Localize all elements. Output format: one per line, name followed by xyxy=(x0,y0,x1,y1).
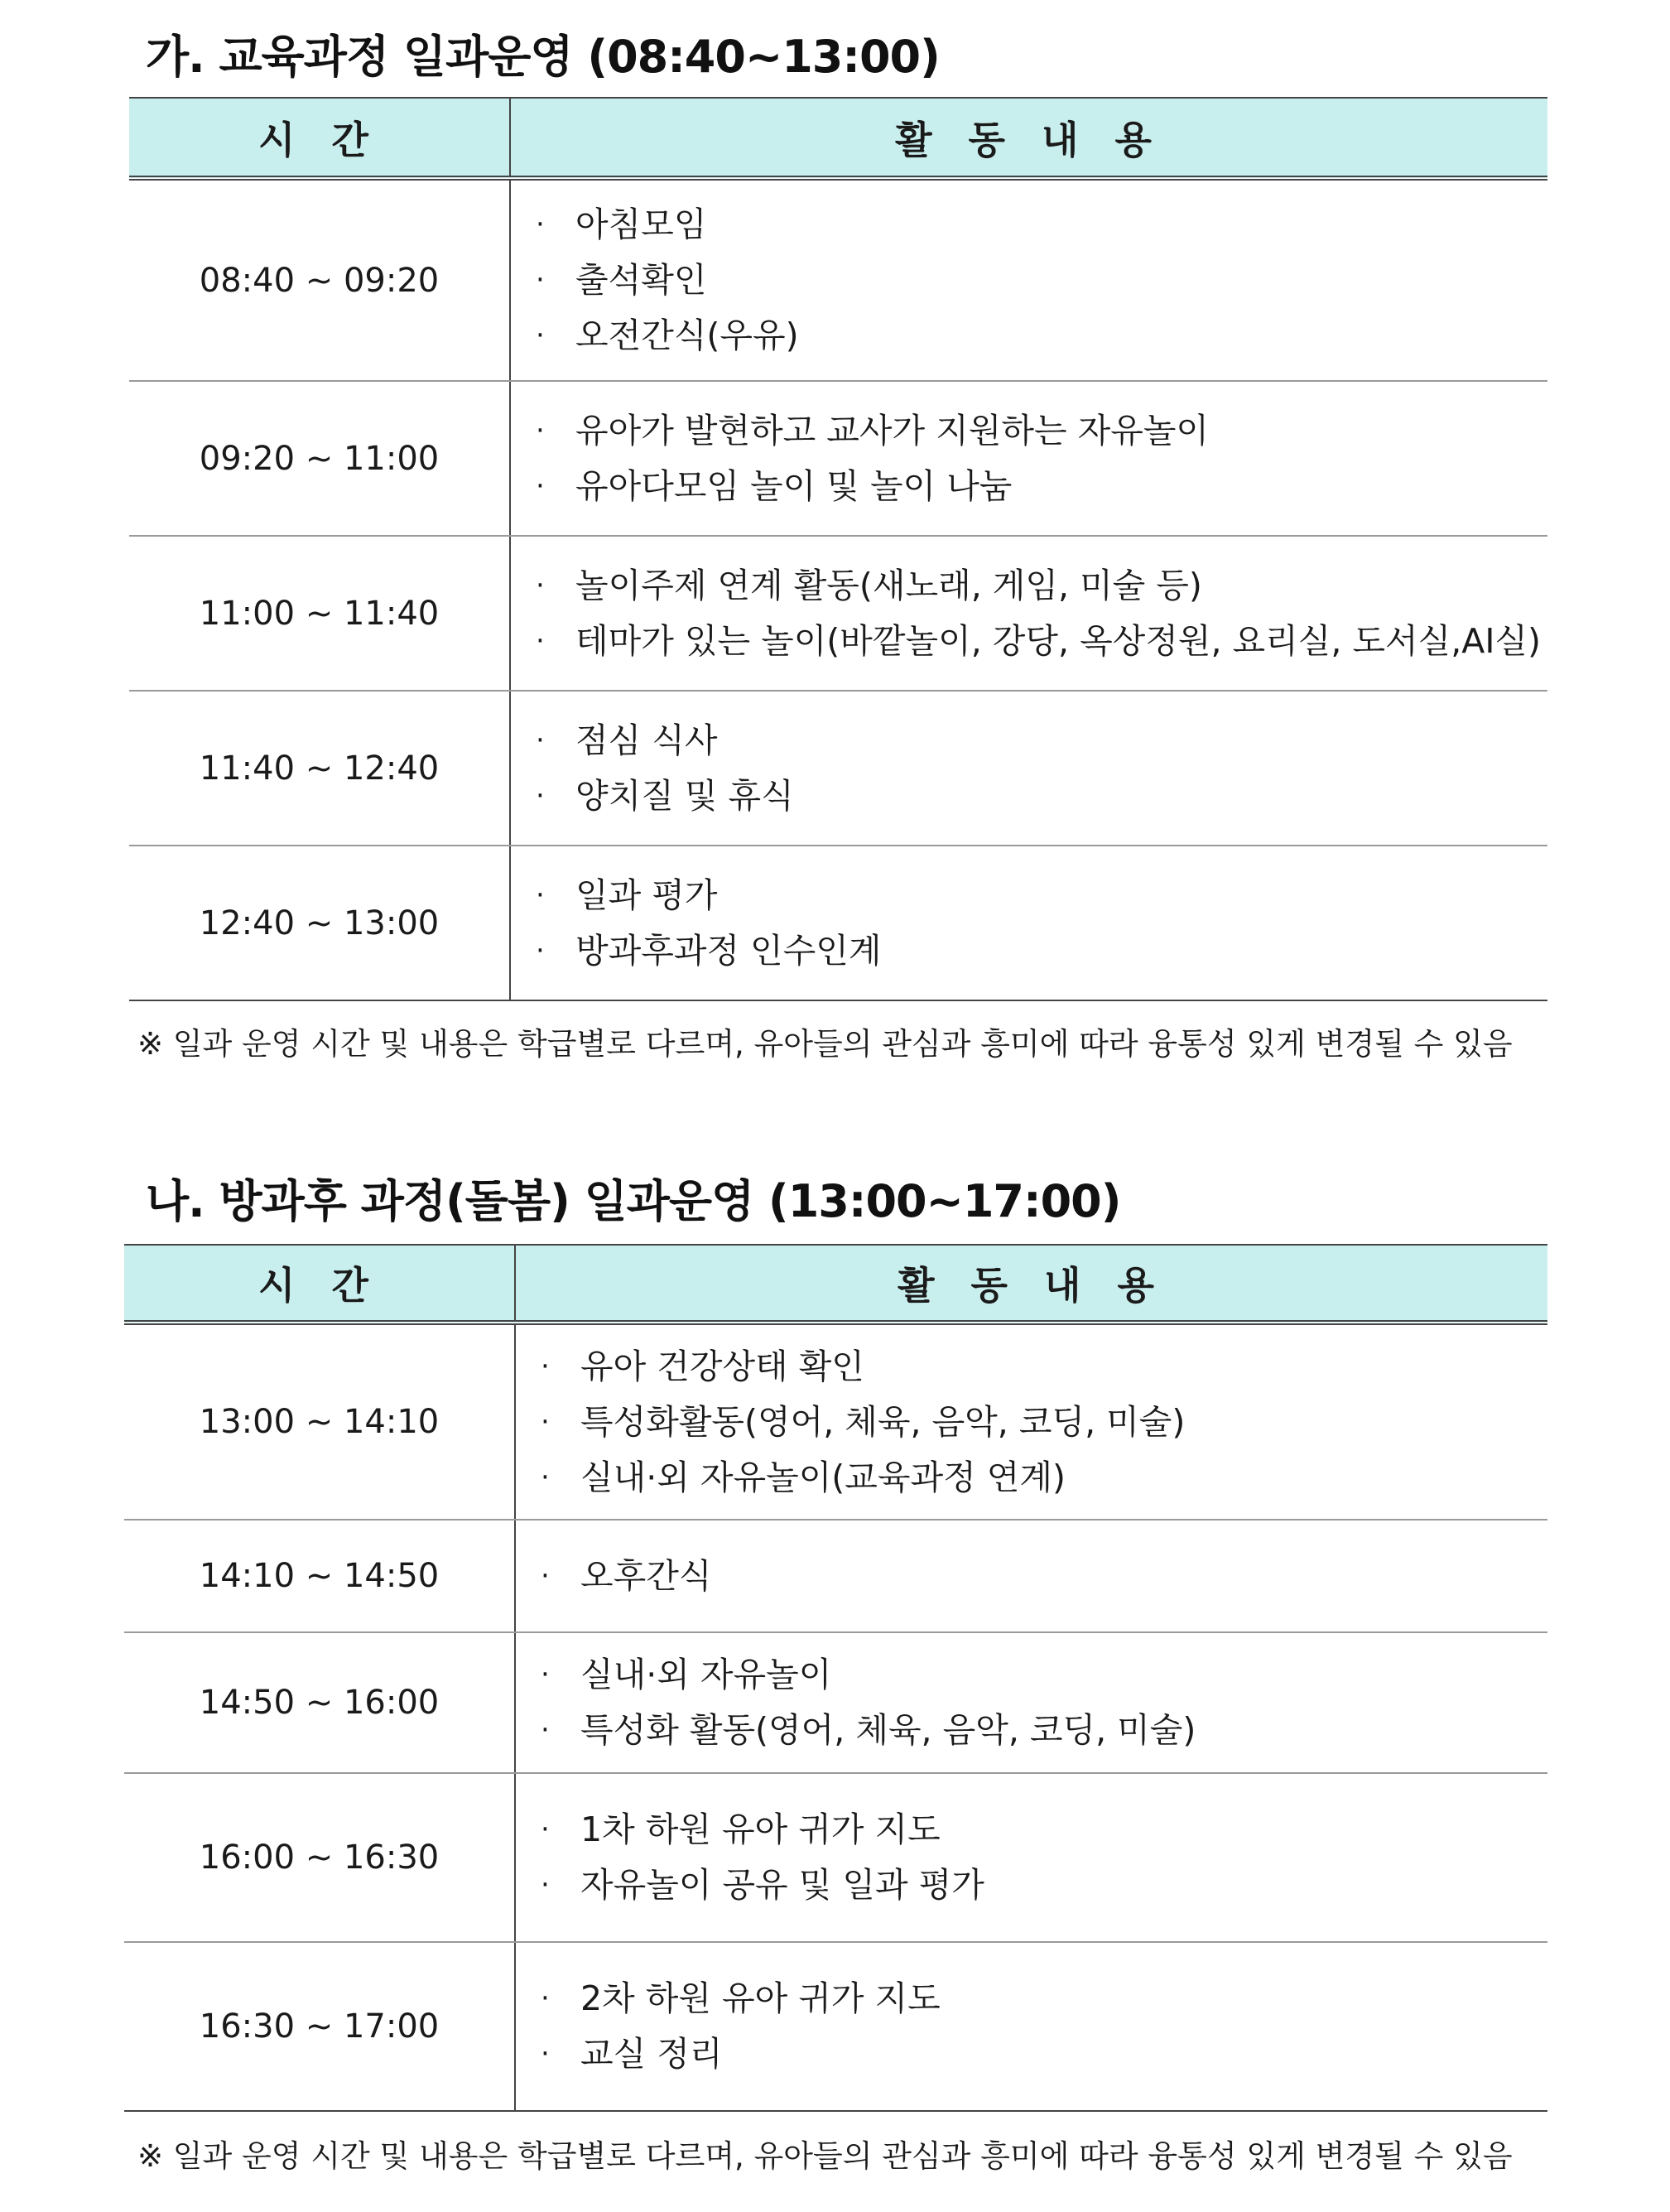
bullet-icon: · xyxy=(541,1349,550,1383)
activity-item xyxy=(541,1450,1547,1506)
activity-item xyxy=(541,1339,1547,1395)
activity-item xyxy=(536,308,1547,364)
activity-item xyxy=(536,923,1547,979)
activity-text: 출석확인 xyxy=(575,260,707,300)
activity-text: 1차 하원 유아 귀가 지도 xyxy=(580,1810,941,1849)
table-row xyxy=(124,1323,1547,1520)
header-activity: 활 동 내 용 xyxy=(515,1245,1547,1323)
activity-text: 오전간식(우유) xyxy=(575,316,799,355)
time-cell: 16:30 ~ 17:00 xyxy=(124,1942,515,2111)
activity-text: 특성화활동(영어, 체육, 음악, 코딩, 미술) xyxy=(580,1401,1186,1442)
activity-text: 교실 정리 xyxy=(580,2034,723,2074)
time-cell: 09:20 ~ 11:00 xyxy=(129,381,510,536)
activity-item xyxy=(541,1549,1547,1604)
table-row xyxy=(129,691,1547,846)
activity-text: 아침모임 xyxy=(575,205,707,244)
table-header-row xyxy=(129,98,1547,178)
bullet-icon: · xyxy=(536,263,545,296)
activity-cell xyxy=(510,536,1547,691)
time-cell: 12:40 ~ 13:00 xyxy=(129,846,510,1000)
activity-text: 특성화 활동(영어, 체육, 음악, 코딩, 미술) xyxy=(580,1710,1196,1750)
activity-item xyxy=(541,1703,1547,1758)
activity-text: 실내·외 자유놀이(교육과정 연계) xyxy=(580,1457,1066,1497)
activity-cell xyxy=(515,1520,1547,1632)
activity-item xyxy=(541,1858,1547,1913)
activity-item xyxy=(536,769,1547,824)
time-cell: 08:40 ~ 09:20 xyxy=(129,178,510,381)
schedule-table-b xyxy=(124,1244,1547,2112)
bullet-icon: · xyxy=(541,1713,550,1747)
activity-text: 놀이주제 연계 활동(새노래, 게임, 미술 등) xyxy=(575,565,1202,605)
activity-cell xyxy=(515,1942,1547,2111)
activity-item xyxy=(541,1971,1547,2026)
activity-cell xyxy=(515,1632,1547,1773)
time-cell: 14:10 ~ 14:50 xyxy=(124,1520,515,1632)
activity-text: 양치질 및 휴식 xyxy=(575,775,794,816)
bullet-icon: · xyxy=(541,2037,550,2070)
activity-item xyxy=(536,459,1547,514)
table-row xyxy=(129,536,1547,691)
activity-item xyxy=(536,558,1547,614)
activity-text: 방과후과정 인수인계 xyxy=(575,930,882,971)
table-row xyxy=(124,1632,1547,1773)
table-row xyxy=(129,846,1547,1000)
header-time: 시 간 xyxy=(124,1245,515,1323)
table-row xyxy=(124,1773,1547,1942)
activity-text: 실내·외 자유놀이 xyxy=(580,1655,832,1694)
bullet-icon: · xyxy=(541,1982,550,2015)
time-cell: 11:40 ~ 12:40 xyxy=(129,691,510,846)
activity-cell xyxy=(510,846,1547,1000)
activity-cell xyxy=(510,178,1547,381)
table-row xyxy=(129,381,1547,536)
activity-item xyxy=(536,614,1547,669)
bullet-icon: · xyxy=(536,723,545,757)
activity-item xyxy=(536,403,1547,459)
time-cell: 11:00 ~ 11:40 xyxy=(129,536,510,691)
activity-text: 점심 식사 xyxy=(575,720,718,760)
bullet-icon: · xyxy=(536,878,545,912)
activity-text: 유아다모임 놀이 및 놀이 나눔 xyxy=(575,465,1013,506)
bullet-icon: · xyxy=(536,933,545,967)
schedule-table-a xyxy=(129,97,1547,1001)
bullet-icon: · xyxy=(536,624,545,658)
bullet-icon: · xyxy=(536,208,545,241)
activity-cell xyxy=(515,1773,1547,1942)
bullet-icon: · xyxy=(541,1868,550,1901)
time-cell: 16:00 ~ 16:30 xyxy=(124,1773,515,1942)
table-row xyxy=(124,1942,1547,2111)
activity-item xyxy=(536,197,1547,253)
bullet-icon: · xyxy=(541,1658,550,1691)
activity-text: 유아가 발현하고 교사가 지원하는 자유놀이 xyxy=(575,410,1210,451)
header-time: 시 간 xyxy=(129,98,510,178)
section-title-a: 가. 교육과정 일과운영 (08:40~13:00) xyxy=(146,31,940,83)
activity-text: 테마가 있는 놀이(바깥놀이, 강당, 옥상정원, 요리실, 도서실,AI실) xyxy=(575,620,1542,661)
footnote-a: ※ 일과 운영 시간 및 내용은 학급별로 다르며, 유아들의 관심과 흥미에 따라 융통성 있게 변경될 수 있음 xyxy=(137,1026,1513,1062)
table-row xyxy=(124,1520,1547,1632)
bullet-icon: · xyxy=(536,568,545,602)
bullet-icon: · xyxy=(536,319,545,352)
section-title-b: 나. 방과후 과정(돌봄) 일과운영 (13:00~17:00) xyxy=(146,1175,1121,1227)
bullet-icon: · xyxy=(541,1405,550,1439)
activity-text: 자유놀이 공유 및 일과 평가 xyxy=(580,1865,984,1905)
bullet-icon: · xyxy=(541,1460,550,1494)
activity-item xyxy=(536,713,1547,769)
activity-item xyxy=(541,1802,1547,1858)
header-activity: 활 동 내 용 xyxy=(510,98,1547,178)
activity-cell xyxy=(515,1323,1547,1520)
activity-text: 일과 평가 xyxy=(575,875,718,915)
bullet-icon: · xyxy=(536,778,545,812)
bullet-icon: · xyxy=(536,469,545,503)
activity-item xyxy=(541,1647,1547,1703)
activity-cell xyxy=(510,691,1547,846)
activity-item xyxy=(536,253,1547,308)
activity-cell xyxy=(510,381,1547,536)
bullet-icon: · xyxy=(541,1559,550,1593)
table-header-row xyxy=(124,1245,1547,1323)
activity-item xyxy=(541,2026,1547,2082)
activity-text: 오후간식 xyxy=(580,1555,712,1596)
activity-item xyxy=(541,1395,1547,1450)
table-row xyxy=(129,178,1547,381)
time-cell: 13:00 ~ 14:10 xyxy=(124,1323,515,1520)
activity-item xyxy=(536,868,1547,923)
bullet-icon: · xyxy=(536,413,545,447)
bullet-icon: · xyxy=(541,1813,550,1846)
time-cell: 14:50 ~ 16:00 xyxy=(124,1632,515,1773)
activity-text: 2차 하원 유아 귀가 지도 xyxy=(580,1978,941,2018)
footnote-b: ※ 일과 운영 시간 및 내용은 학급별로 다르며, 유아들의 관심과 흥미에 따라 융통성 있게 변경될 수 있음 xyxy=(137,2138,1513,2174)
activity-text: 유아 건강상태 확인 xyxy=(580,1346,864,1386)
